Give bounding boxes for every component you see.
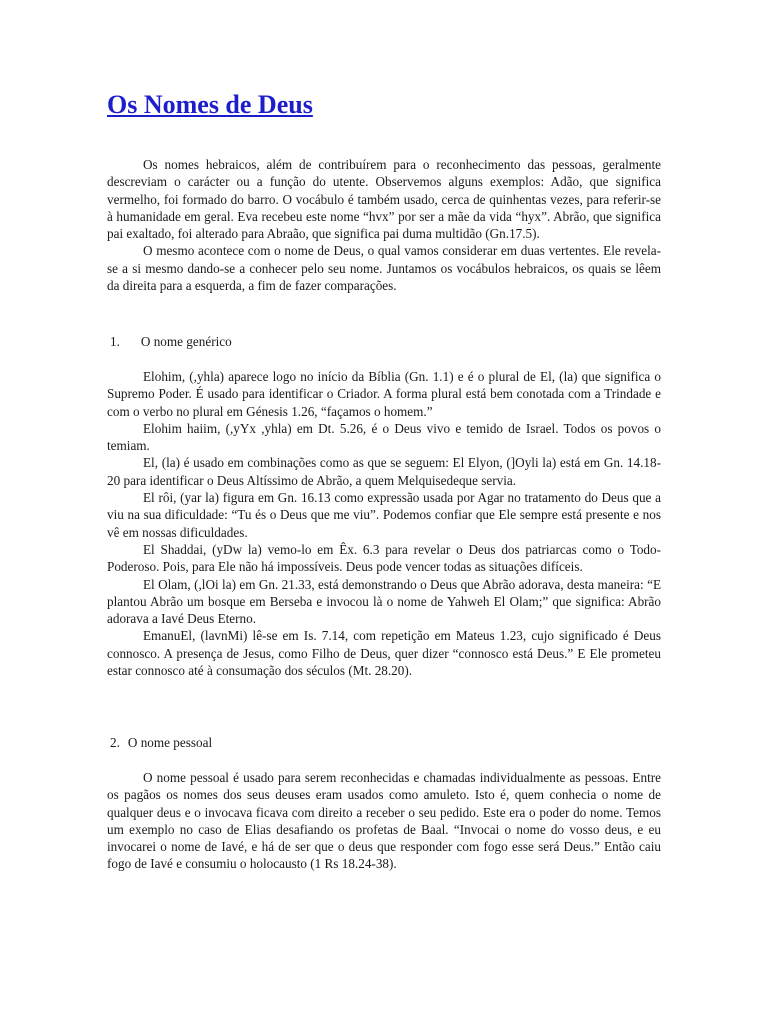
section2-title: O nome pessoal [127,735,213,750]
page-title[interactable]: Os Nomes de Deus [107,90,313,119]
section1-paragraph: EmanuEl, (lavnMi) lê-se em Is. 7.14, com repetição em Mateus 1.23, cujo significado é Deus connosco. A presença de Jesus, como Filho de Deus, quer dizer “connosco está Deus.” E Ele prometeu estar connosco até à consumação dos séculos (Mt. 28.20). [107,628,661,679]
section2-block [107,769,661,873]
intro-paragraph: O mesmo acontece com o nome de Deus, o qual vamos considerar em duas vertentes. Ele revela-se a si mesmo dando-se a conhecer pelo seu nome. Juntamos os vocábulos hebraicos, os quais se lêem da direita para a esquerda, a fim de fazer comparações. [107,243,661,294]
section2-number: 2. [110,735,120,750]
section1-paragraph: El rôi, (yar la) figura em Gn. 16.13 como expressão usada por Agar no tratamento do Deus que a viu na sua dificuldade: “Tu és o Deus que me viu”. Podemos confiar que Ele sempre está presente e nos vê em nossas dificuldades. [107,490,661,540]
section1-paragraph: Elohim haiim, (,yYx ,yhla) em Dt. 5.26, é o Deus vivo e temido de Israel. Todos os povos o temiam. [107,420,661,454]
section1-paragraph: Elohim, (,yhla) aparece logo no início da Bíblia (Gn. 1.1) e é o plural de El, (la) que significa o Supremo Poder. É usado para identificar o Criador. A forma plural está bem conotada com a Trindade e com o verbo no plural em Génesis 1.26, “façamos o homem.” [107,369,661,419]
section2-paragraph: O nome pessoal é usado para serem reconhecidas e chamadas individualmente as pessoas. Entre os pagãos os nomes dos seus deuses eram usados como amuleto. Isto é, quem conhecia o nome de qualquer deus e o invocava ficava com direito a receber o seu pedido. Este era o poder do nome. Temos um exemplo no caso de Elias desafiando os profetas de Baal. “Invocai o nome do vosso deus, e eu invocarei o nome de Iavé, e há de ser que o deus que responder com fogo esse será Deus.” Então caiu fogo de Iavé e consumiu o holocausto (1 Rs 18.24-38). [107,770,661,872]
section1-title: O nome genérico [140,334,232,349]
section1-paragraph: El, (la) é usado em combinações como as que se seguem: El Elyon, (]Oyli la) está em Gn. 14.18-20 para identificar o Deus Altíssimo de Abrão, a quem Melquisedeque servia. [107,455,661,488]
section1-block [107,368,661,679]
section1-heading [110,333,232,350]
intro-paragraph: Os nomes hebraicos, além de contribuírem para o reconhecimento das pessoas, geralmente descreviam o carácter ou a função do utente. Observemos alguns exemplos: Adão, que significa vermelho, foi formado do barro. O vocábulo é também usado, cerca de quinhentas vezes, para referir-se à humanidade em geral. Eva recebeu este nome “hvx” por ser a mãe da vida “hyx”. Abrão, que significa pai exaltado, foi alterado para Abraão, que significa pai duma multidão (Gn.17.5). [107,157,661,242]
section2-heading [110,734,212,751]
section1-number: 1. [110,334,120,349]
section1-paragraph: El Olam, (,lOi la) em Gn. 21.33, está demonstrando o Deus que Abrão adorava, desta maneira: “E plantou Abrão um bosque em Berseba e invocou là o nome de Yahweh El Olam;” que significa: Abrão adorava a Iavé Deus Eterno. [107,576,661,627]
section1-paragraph: El Shaddai, (yDw la) vemo-lo em Êx. 6.3 para revelar o Deus dos patriarcas como o Todo-Poderoso. Pois, para Ele não há impossíveis. Deus pode vencer todas as situações difíceis. [107,541,661,575]
intro-block [107,156,661,294]
